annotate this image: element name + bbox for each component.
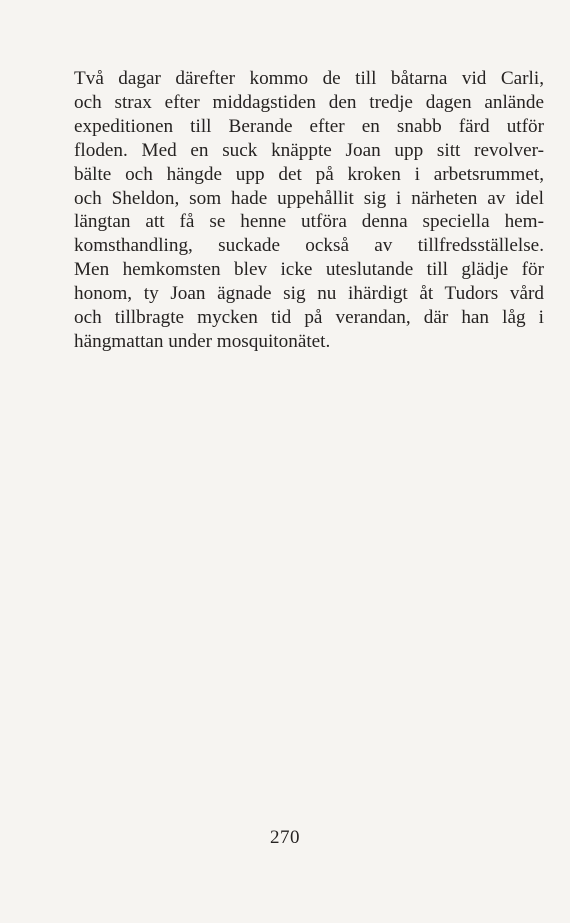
text-line: längtan att få se henne utföra denna speciella hem-: [74, 211, 544, 233]
text-line: och Sheldon, som hade uppehållit sig i närheten av idel: [74, 187, 544, 209]
text-line: och strax efter middagstiden den tredje dagen anlände: [74, 91, 544, 113]
text-line: komsthandling, suckade också av tillfredsställelse.: [74, 235, 544, 257]
page-number: 270: [270, 827, 300, 848]
text-line: honom, ty Joan ägnade sig nu ihärdigt åt Tudors vård: [74, 283, 544, 305]
text-line: bälte och hängde upp det på kroken i arbetsrummet,: [74, 163, 544, 185]
text-line: Två dagar därefter kommo de till båtarna vid Carli,: [74, 68, 544, 89]
text-line: Men hemkomsten blev icke uteslutande till glädje för: [74, 259, 544, 281]
text-line: hängmattan under mosquitonätet.: [74, 330, 331, 352]
text-line: expeditionen till Berande efter en snabb färd utför: [74, 115, 544, 137]
text-line: och tillbragte mycken tid på verandan, där han låg i: [74, 307, 544, 329]
body-paragraph: [74, 67, 544, 354]
text-line: floden. Med en suck knäppte Joan upp sitt revolver-: [74, 139, 544, 161]
